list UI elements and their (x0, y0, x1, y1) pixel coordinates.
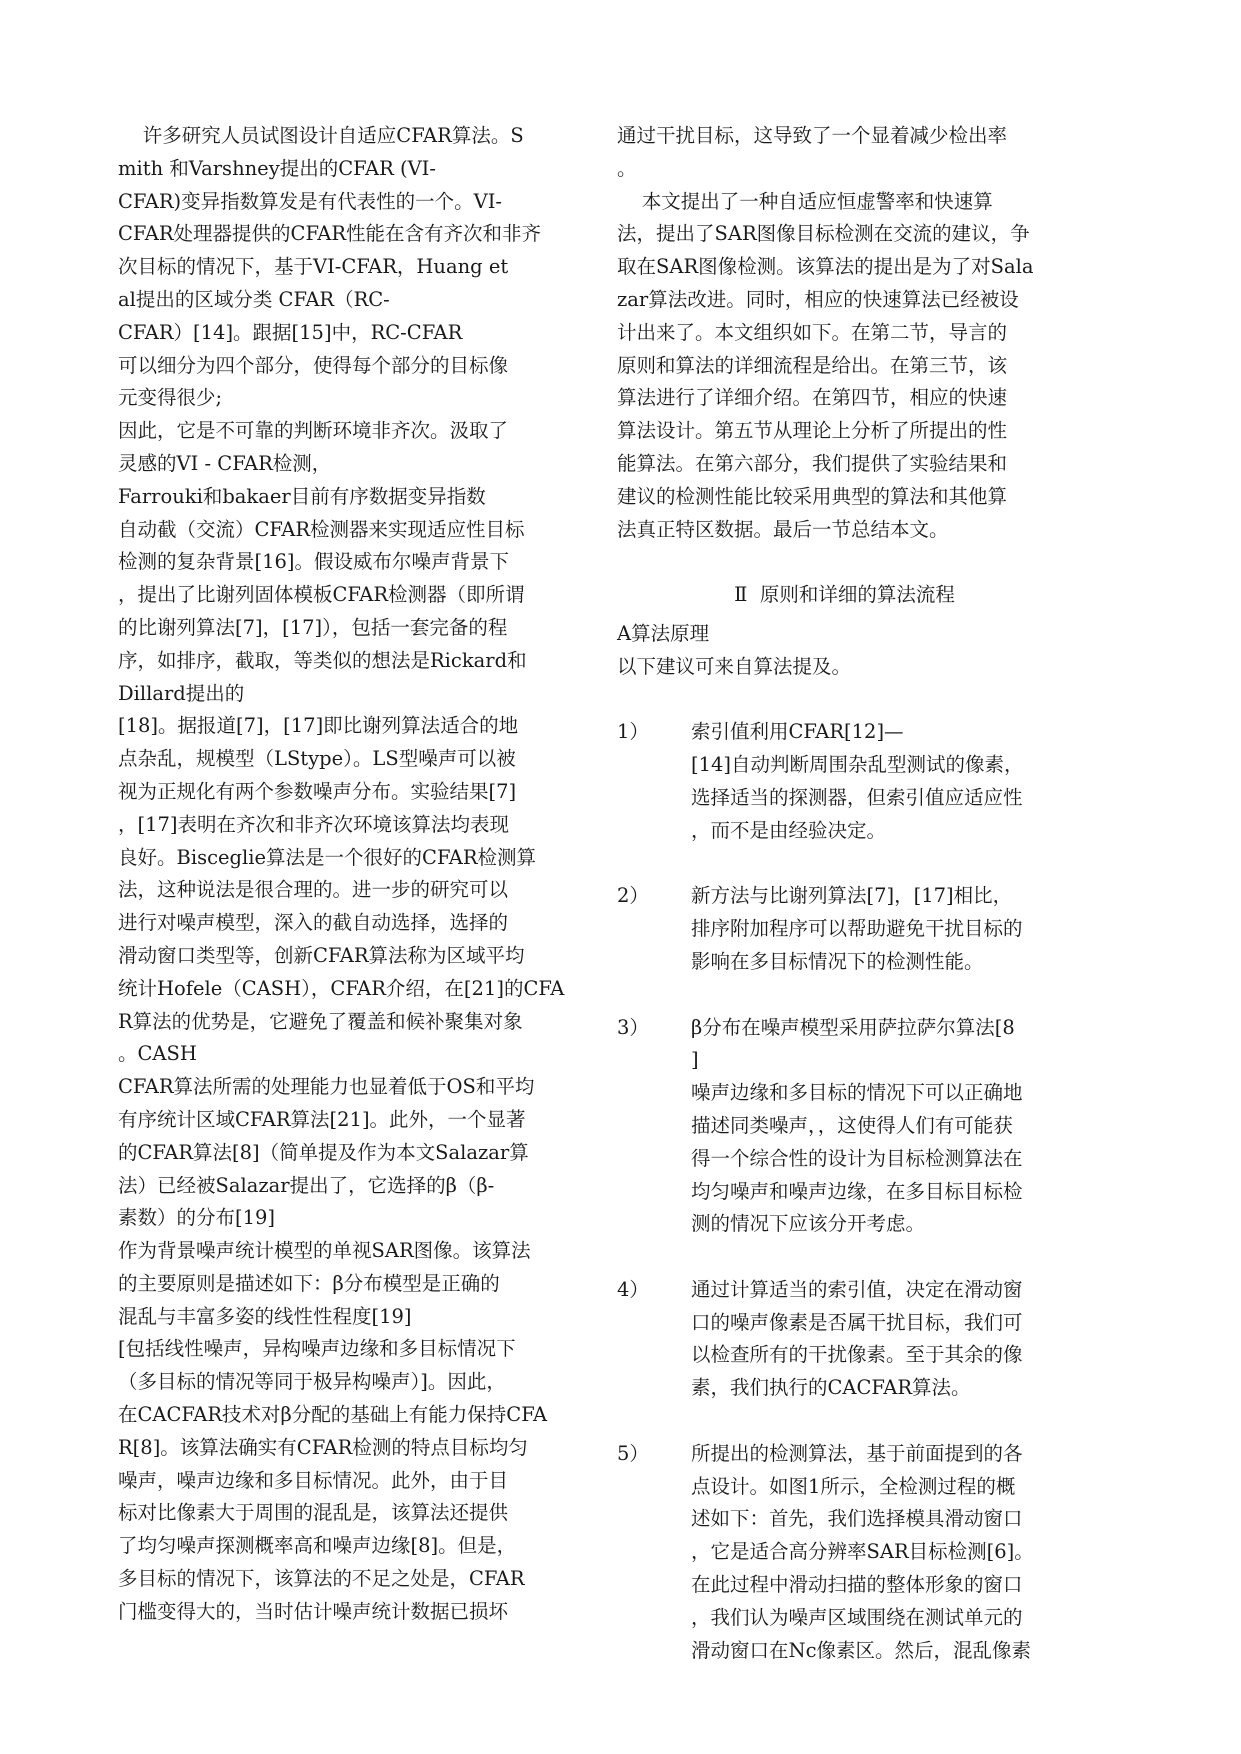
text-line: 噪声，噪声边缘和多目标情况。此外，由于目 (118, 1468, 509, 1492)
text-line: 灵感的VI - CFAR检测， (118, 451, 332, 475)
text-line: 自动截（交流）CFAR检测器来实现适应性目标 (118, 517, 525, 541)
list-item-number: 4） (617, 1277, 649, 1301)
text-line: 以检查所有的干扰像素。至于其余的像 (691, 1343, 1023, 1367)
text-line: 通过干扰目标，这导致了一个显着减少检出率 (617, 124, 1008, 147)
text-line: 了均匀噪声探测概率高和噪声边缘[8]。但是， (118, 1534, 517, 1558)
text-line: 法）已经被Salazar提出了，它选择的β（β- (118, 1173, 495, 1197)
text-line: ，我们认为噪声区域围绕在测试单元的 (691, 1605, 1023, 1629)
text-line: CFAR)变异指数算发是有代表性的一个。VI- (118, 189, 503, 213)
text-line: ，而不是由经验决定。 (691, 818, 887, 842)
text-line: β分布在噪声模型采用萨拉萨尔算法[8 (691, 1015, 1015, 1039)
subsection-intro: 以下建议可来自算法提及。 (617, 654, 852, 678)
text-line: 所提出的检测算法，基于前面提到的各 (691, 1441, 1023, 1465)
section-heading: Ⅱ 原则和详细的算法流程 (734, 583, 955, 607)
text-line: 法，提出了SAR图像目标检测在交流的建议，争 (617, 222, 1030, 246)
list-item-body (691, 1274, 1072, 1405)
spacer (617, 979, 1072, 1012)
text-line: [包括线性噪声，异构噪声边缘和多目标情况下 (118, 1337, 516, 1361)
text-line: ] (691, 1048, 699, 1072)
text-line: 新方法与比谢列算法[7]，[17]相比， (691, 884, 1013, 908)
list-item-body (691, 716, 1072, 847)
text-line: Farrouki和bakaer目前有序数据变异指数 (118, 484, 486, 508)
text-line: 选择适当的探测器，但索引值应适应性 (691, 785, 1023, 809)
text-line: 混乱与丰富多姿的线性性程度[19] (118, 1304, 412, 1328)
text-line: 法真正特区数据。最后一节总结本文。 (617, 517, 949, 541)
text-line: 在此过程中滑动扫描的整体形象的窗口 (691, 1573, 1023, 1597)
text-line: 影响在多目标情况下的检测性能。 (691, 949, 984, 973)
text-line: 能算法。在第六部分，我们提供了实验结果和 (617, 451, 1008, 475)
list-item-body (691, 1012, 1072, 1242)
text-line: 滑动窗口类型等，创新CFAR算法称为区域平均 (118, 943, 525, 967)
text-line: [14]自动判断周围杂乱型测试的像素， (691, 753, 1024, 777)
list-item-body (691, 1438, 1072, 1668)
spacer (617, 684, 1072, 717)
list-item (617, 1274, 1072, 1405)
text-line: CFAR处理器提供的CFAR性能在含有齐次和非齐 (118, 222, 542, 246)
text-line: 算法进行了详细介绍。在第四节，相应的快速 (617, 386, 1008, 410)
text-line: 口的噪声像素是否属干扰目标，我们可 (691, 1310, 1023, 1334)
text-line: 点设计。如图1所示，全检测过程的概 (691, 1474, 1016, 1498)
text-line: 滑动窗口在Nc像素区。然后，混乱像素 (691, 1638, 1031, 1662)
list-item-body (691, 880, 1072, 978)
text-line: 排序附加程序可以帮助避免干扰目标的 (691, 917, 1023, 941)
list-item (617, 1012, 1072, 1242)
text-line: ，它是适合高分辨率SAR目标检测[6]。 (691, 1540, 1034, 1564)
spacer (617, 848, 1072, 881)
text-line: （多目标的情况等同于极异构噪声）]。因此， (118, 1370, 506, 1394)
subsection-title: A算法原理 (617, 621, 710, 645)
text-line: 视为正规化有两个参数噪声分布。实验结果[7] (118, 779, 517, 803)
text-line: 得一个综合性的设计为目标检测算法在 (691, 1146, 1023, 1170)
numbered-list (617, 684, 1072, 1668)
text-line: 测的情况下应该分开考虑。 (691, 1212, 926, 1236)
text-line: 门槛变得大的，当时估计噪声统计数据已损坏 (118, 1599, 509, 1623)
text-line: 有序统计区域CFAR算法[21]。此外，一个显著 (118, 1107, 526, 1131)
text-line: 法，这种说法是很合理的。进一步的研究可以 (118, 878, 509, 902)
text-line: 在CACFAR技术对β分配的基础上有能力保持CFA (118, 1403, 548, 1427)
list-item-number: 5） (617, 1441, 649, 1465)
text-line: Dillard提出的 (118, 681, 245, 705)
text-line: 通过计算适当的索引值，决定在滑动窗 (691, 1277, 1023, 1301)
text-line: 。CASH (118, 1042, 197, 1066)
text-line: 建议的检测性能比较采用典型的算法和其他算 (617, 484, 1008, 508)
text-line: 索引值利用CFAR[12]— (691, 720, 904, 744)
text-line: 作为背景噪声统计模型的单视SAR图像。该算法 (118, 1239, 531, 1263)
text-line: 可以细分为四个部分，使得每个部分的目标像 (118, 353, 509, 377)
text-line: 述如下：首先，我们选择模具滑动窗口 (691, 1507, 1023, 1531)
spacer (617, 546, 1072, 579)
list-item-number: 3） (617, 1015, 649, 1039)
spacer (617, 1241, 1072, 1274)
text-line: 描述同类噪声，，这使得人们有可能获 (691, 1113, 1013, 1137)
text-line: 许多研究人员试图设计自适应CFAR算法。S (118, 124, 524, 147)
text-line: 元变得很少; (118, 386, 223, 410)
right-column (617, 120, 1072, 1667)
text-line: 取在SAR图像检测。该算法的提出是为了对Sala (617, 255, 1034, 279)
text-line: 次目标的情况下，基于VI-CFAR，Huang et (118, 255, 509, 279)
list-item-number: 1） (617, 720, 649, 744)
text-line: 计出来了。本文组织如下。在第二节，导言的 (617, 320, 1008, 344)
text-line: 均匀噪声和噪声边缘，在多目标目标检 (691, 1179, 1023, 1203)
text-line: [18]。据报道[7]，[17]即比谢列算法适合的地 (118, 714, 519, 738)
text-line: ，提出了比谢列固体模板CFAR检测器（即所谓 (118, 583, 525, 607)
text-line: 。 (617, 156, 637, 180)
list-item-number: 2） (617, 884, 649, 908)
text-line: 因此，它是不可靠的判断环境非齐次。汲取了 (118, 419, 509, 443)
text-line: 素，我们执行的CACFAR算法。 (691, 1376, 971, 1400)
text-line: 良好。Bisceglie算法是一个很好的CFAR检测算 (118, 845, 537, 869)
spacer (617, 1405, 1072, 1438)
text-line: zar算法改进。同时，相应的快速算法已经被设 (617, 287, 1019, 311)
text-line: ，[17]表明在齐次和非齐次环境该算法均表现 (118, 812, 510, 836)
text-line: 的CFAR算法[8]（简单提及作为本文Salazar算 (118, 1140, 529, 1164)
text-line: 标对比像素大于周围的混乱是，该算法还提供 (118, 1501, 509, 1525)
list-item (617, 1438, 1072, 1668)
text-line: R[8]。该算法确实有CFAR检测的特点目标均匀 (118, 1435, 528, 1459)
text-line: 素数）的分布[19] (118, 1206, 276, 1230)
text-line: 原则和算法的详细流程是给出。在第三节，该 (617, 353, 1008, 377)
intro-paragraphs (617, 120, 1072, 546)
text-line: 检测的复杂背景[16]。假设威布尔噪声背景下 (118, 550, 510, 574)
text-line: 序，如排序，截取，等类似的想法是Rickard和 (118, 648, 527, 672)
text-line: 噪声边缘和多目标的情况下可以正确地 (691, 1081, 1023, 1105)
text-line: 进行对噪声模型，深入的截自动选择，选择的 (118, 911, 509, 935)
text-line: 点杂乱，规模型（LStype）。LS型噪声可以被 (118, 747, 516, 771)
text-line: al提出的区域分类 CFAR（RC- (118, 287, 390, 311)
text-line: 本文提出了一种自适应恒虚警率和快速算 (617, 189, 993, 213)
text-line: 的主要原则是描述如下：β分布模型是正确的 (118, 1271, 500, 1295)
list-item (617, 880, 1072, 978)
text-line: mith 和Varshney提出的CFAR (VI- (118, 156, 436, 180)
text-line: 的比谢列算法[7]，[17]），包括一套完备的程 (118, 615, 508, 639)
list-item (617, 716, 1072, 847)
left-column (118, 120, 573, 1629)
text-line: 多目标的情况下，该算法的不足之处是，CFAR (118, 1567, 525, 1591)
text-line: R算法的优势是，它避免了覆盖和候补聚集对象 (118, 1009, 523, 1033)
text-line: 算法设计。第五节从理论上分析了所提出的性 (617, 419, 1008, 443)
text-line: CFAR算法所需的处理能力也显着低于OS和平均 (118, 1075, 535, 1099)
text-line: CFAR）[14]。跟据[15]中，RC-CFAR (118, 320, 463, 344)
text-line: 统计Hofele（CASH），CFAR介绍，在[21]的CFA (118, 976, 565, 1000)
